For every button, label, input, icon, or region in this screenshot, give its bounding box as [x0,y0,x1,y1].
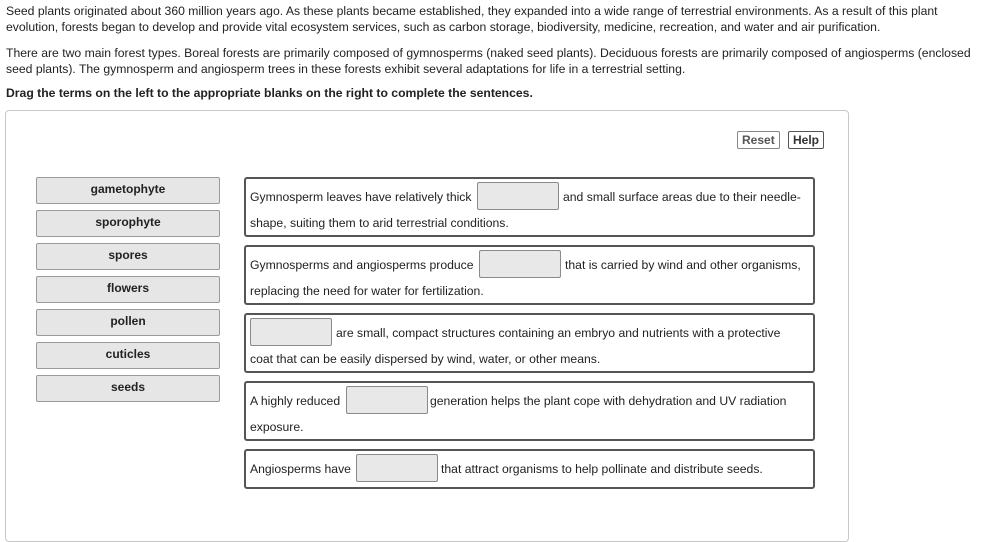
sentence-box-1 [244,177,815,237]
help-button[interactable]: Help [788,131,824,149]
sentence-1-before: Gymnosperm leaves have relatively thick [250,190,472,204]
instruction-text: Drag the terms on the left to the appropriate blanks on the right to complete the sentences. [6,86,533,100]
sentence-5-before: Angiosperms have [250,462,351,476]
term-sporophyte[interactable]: sporophyte [36,210,220,237]
sentence-1-after: and small surface areas due to their needle- [563,190,801,204]
drop-target-3[interactable] [250,318,332,346]
term-flowers[interactable]: flowers [36,276,220,303]
reset-button[interactable]: Reset [737,131,780,149]
sentence-1-line2: shape, suiting them to arid terrestrial conditions. [250,216,509,230]
term-pollen[interactable]: pollen [36,309,220,336]
sentence-4-line2: exposure. [250,420,304,434]
sentence-2-before: Gymnosperms and angiosperms produce [250,258,474,272]
drop-target-5[interactable] [356,454,438,482]
drop-target-1[interactable] [477,182,559,210]
sentence-3-after: are small, compact structures containing an embryo and nutrients with a protective [336,326,781,340]
sentence-2-after: that is carried by wind and other organisms, [565,258,801,272]
intro-paragraph-2: There are two main forest types. Boreal forests are primarily composed of gymnosperms (naked seed plants). Deciduous forests are primarily composed of angiosperms (enclosed seed plants). The gymnosperm and angiosperm trees in these forests exhibit several adaptations for life in a terrestrial setting. [6,46,971,76]
intro-paragraph-1: Seed plants originated about 360 million years ago. As these plants became established, they expanded into a wide range of terrestrial environments. As a result of this plant evolution, forests began to develop and provide vital ecosystem services, such as carbon storage, biodiversity, medicine, recreation, and water and air purification. [6,4,938,34]
drag-drop-panel [5,110,849,542]
sentence-4-after: generation helps the plant cope with dehydration and UV radiation [430,394,787,408]
term-spores[interactable]: spores [36,243,220,270]
sentence-box-2 [244,245,815,305]
sentence-2-line2: replacing the need for water for fertilization. [250,284,484,298]
term-gametophyte[interactable]: gametophyte [36,177,220,204]
sentence-box-4 [244,381,815,441]
sentence-box-5 [244,449,815,489]
sentence-5-after: that attract organisms to help pollinate and distribute seeds. [441,462,763,476]
term-cuticles[interactable]: cuticles [36,342,220,369]
sentence-box-3 [244,313,815,373]
drop-target-4[interactable] [346,386,428,414]
term-seeds[interactable]: seeds [36,375,220,402]
sentence-3-line2: coat that can be easily dispersed by wind, water, or other means. [250,352,601,366]
drop-target-2[interactable] [479,250,561,278]
sentence-4-before: A highly reduced [250,394,341,408]
